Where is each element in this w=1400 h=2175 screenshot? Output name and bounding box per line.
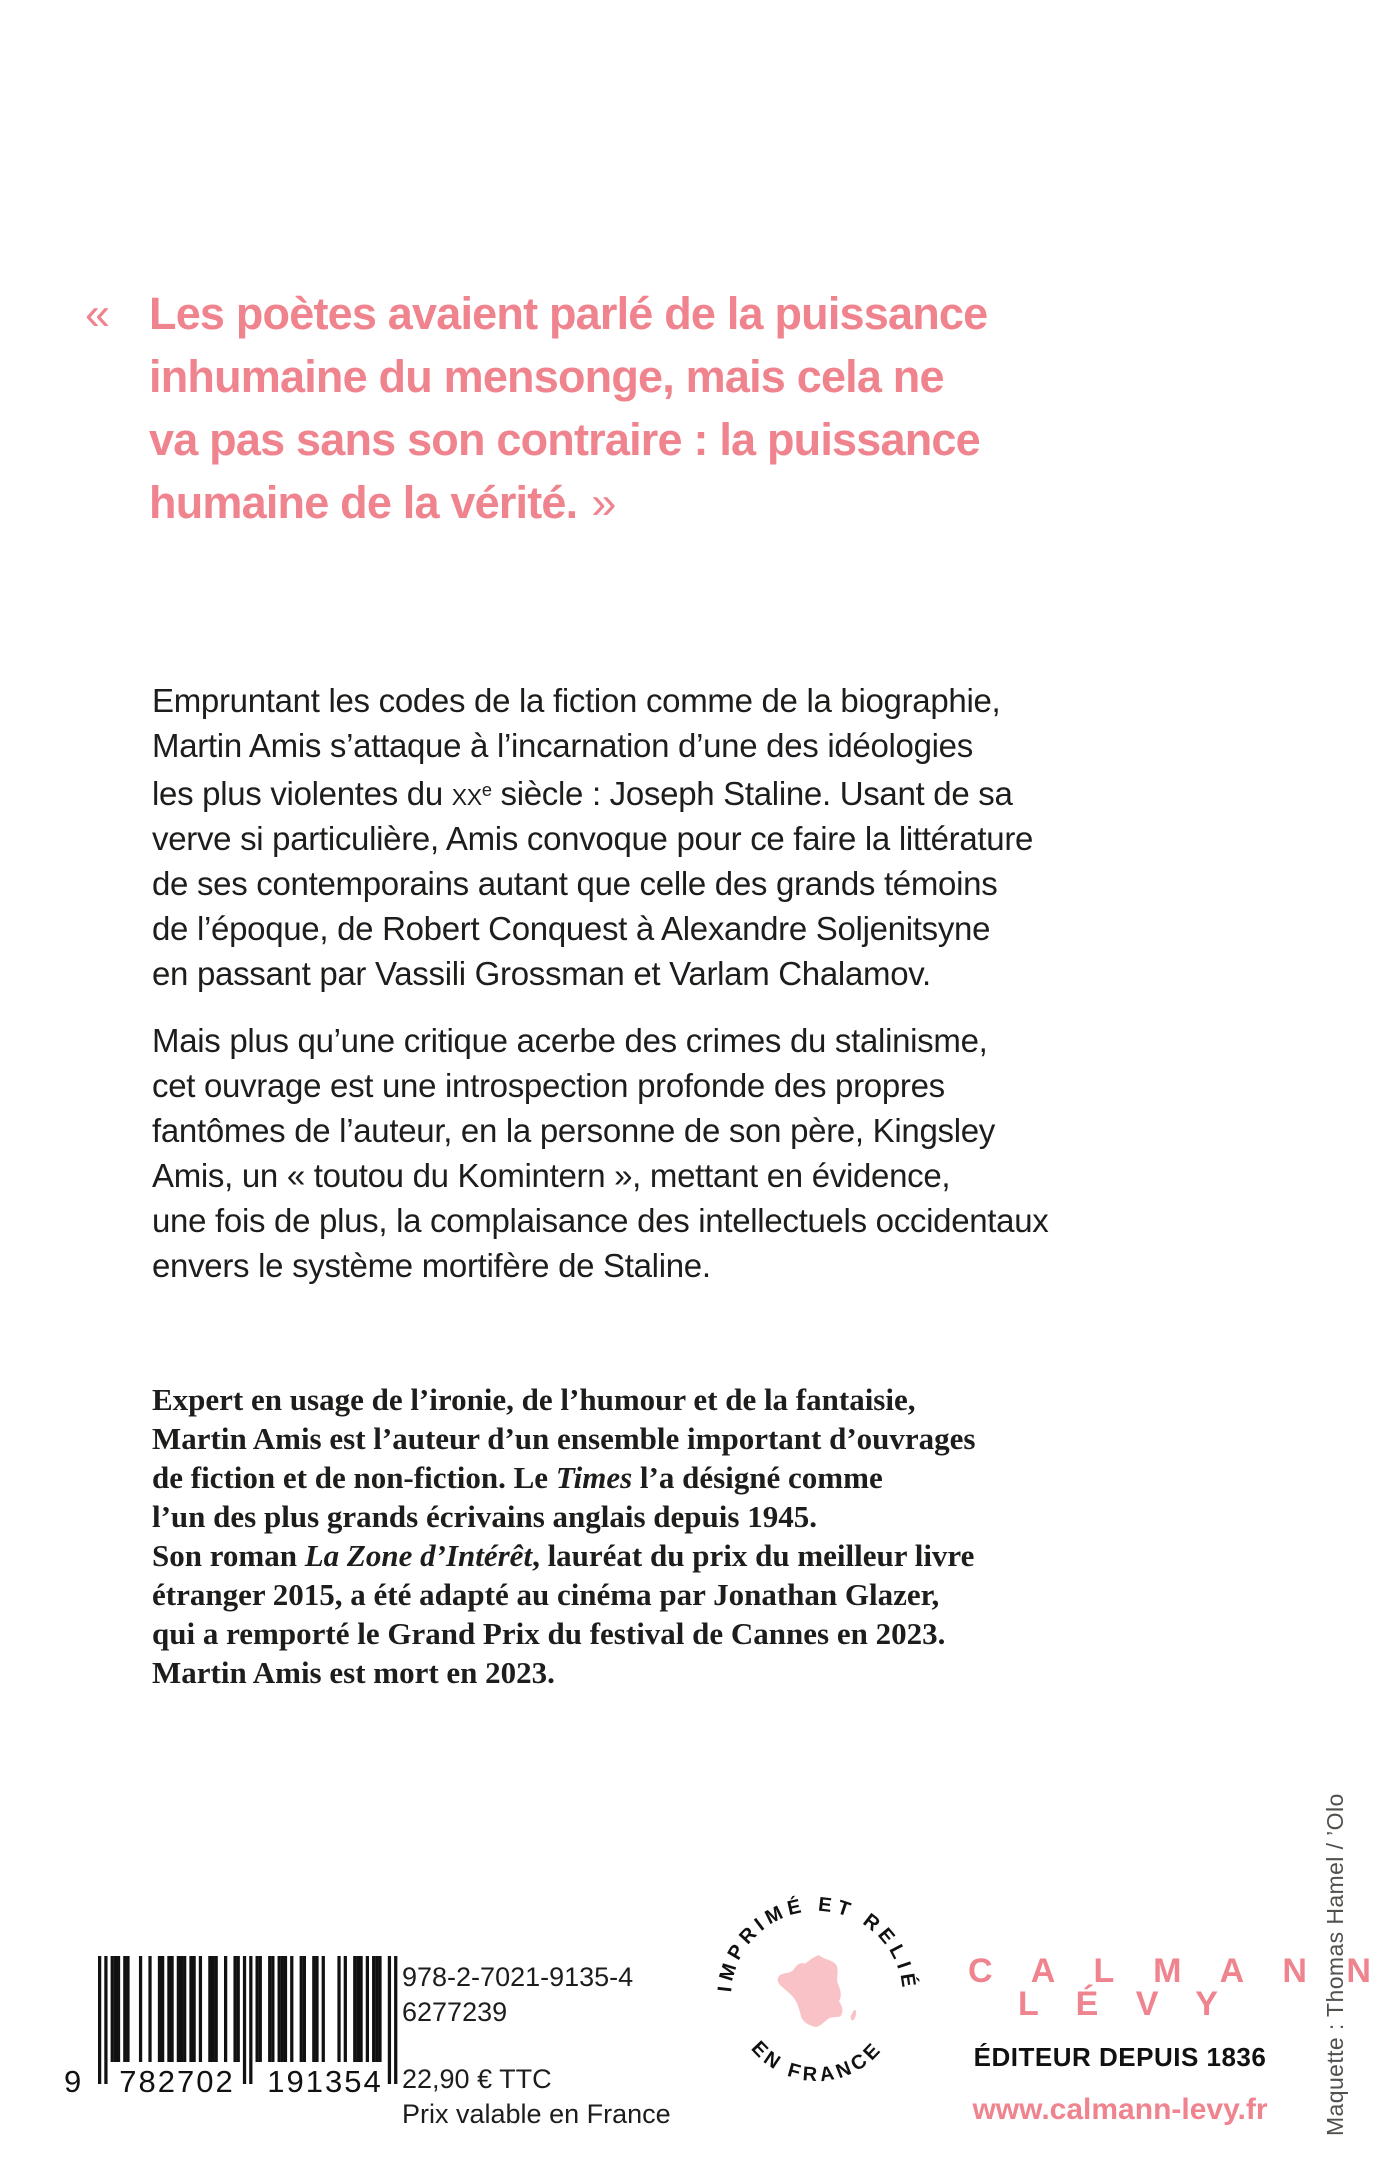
synopsis-line: cet ouvrage est une introspection profonde des propres [152, 1067, 945, 1105]
synopsis-line: en passant par Vassili Grossman et Varlam Chalamov. [152, 955, 931, 993]
publisher-logo-line2: L É V Y [1018, 1985, 1232, 2023]
publisher-website: www.calmann-levy.fr [972, 2093, 1268, 2126]
bio-line: qui a remporté le Grand Prix du festival de Cannes en 2023. [152, 1616, 946, 1651]
synopsis-paragraph-2 [152, 1018, 1048, 1288]
printed-in-france-stamp [712, 1892, 922, 2102]
synopsis-line: une fois de plus, la complaisance des intellectuels occidentaux [152, 1202, 1049, 1240]
open-guillemet: « [85, 288, 111, 339]
svg-text:EN FRANCE [747, 2037, 888, 2086]
publisher-tagline: ÉDITEUR DEPUIS 1836 [973, 2042, 1267, 2072]
price-note: Prix valable en France [402, 2099, 671, 2129]
spacer [402, 2030, 671, 2062]
pull-quote [85, 282, 987, 534]
synopsis-line: les plus violentes du $xx^e$ siècle : Joseph Staline. Usant de sa [152, 775, 1013, 813]
synopsis-line: Mais plus qu’une critique acerbe des crimes du stalinisme, [152, 1022, 988, 1060]
synopsis-line: envers le système mortifère de Staline. [152, 1247, 711, 1285]
price: 22,90 € TTC [402, 2064, 552, 2094]
bio-line: Martin Amis est l’auteur d’un ensemble important d’ouvrages [152, 1421, 976, 1456]
quote-line [149, 471, 987, 534]
synopsis-paragraph-1 [152, 678, 1048, 996]
bio-line: Son roman La Zone d’Intérêt, lauréat du prix du meilleur livre [152, 1538, 975, 1573]
bio-line: l’un des plus grands écrivains anglais depuis 1945. [152, 1499, 817, 1534]
synopsis-line: fantômes de l’auteur, en la personne de son père, Kingsley [152, 1112, 996, 1150]
bio-line: Expert en usage de l’ironie, de l’humour et de la fantaisie, [152, 1382, 916, 1417]
barcode-lead-digit: 9 [64, 2064, 84, 2099]
barcode-right-digits: 191354 [267, 2064, 383, 2099]
ean-barcode [60, 1956, 405, 2134]
stamp-arc-top-text: IMPRIMÉ ET RELIÉ [714, 1893, 921, 1994]
barcode-left-digits: 782702 [119, 2064, 235, 2099]
close-guillemet: » [591, 477, 616, 528]
quote-line: Les poètes avaient parlé de la puissance [149, 288, 988, 339]
stamp-arc-bottom-text: EN FRANCE [746, 2037, 888, 2087]
design-credit: Maquette : Thomas Hamel / ’Olo [1322, 1793, 1348, 2136]
quote-line-text: humaine de la vérité. [149, 477, 578, 528]
quote-line: va pas sans son contraire : la puissance [149, 414, 980, 465]
synopsis-line: Empruntant les codes de la fiction comme de la biographie, [152, 682, 1001, 719]
bio-line: Martin Amis est mort en 2023. [152, 1655, 555, 1690]
isbn-number: 978-2-7021-9135-4 [402, 1962, 634, 1992]
synopsis-line: Martin Amis s’attaque à l’incarnation d’une des idéologies [152, 727, 973, 764]
author-bio [152, 1380, 975, 1692]
publisher-logo-line1: C A L M A N N [968, 1952, 1386, 1990]
synopsis-line: Amis, un « toutou du Komintern », mettant en évidence, [152, 1157, 951, 1195]
quote-line: inhumaine du mensonge, mais cela ne [149, 351, 944, 402]
synopsis [152, 678, 1048, 1288]
france-map-icon [778, 1955, 856, 2027]
isbn-price-block [402, 1960, 671, 2132]
synopsis-line: verve si particulière, Amis convoque pour ce faire la littérature [152, 820, 1034, 858]
bio-line: étranger 2015, a été adapté au cinéma par Jonathan Glazer, [152, 1577, 940, 1612]
pull-quote-lines [149, 282, 987, 534]
product-code: 6277239 [402, 1997, 508, 2027]
synopsis-line: de ses contemporains autant que celle des grands témoins [152, 865, 998, 903]
bio-line: de fiction et de non-fiction. Le Times l’a désigné comme [152, 1460, 883, 1495]
synopsis-line: de l’époque, de Robert Conquest à Alexandre Soljenitsyne [152, 910, 991, 948]
